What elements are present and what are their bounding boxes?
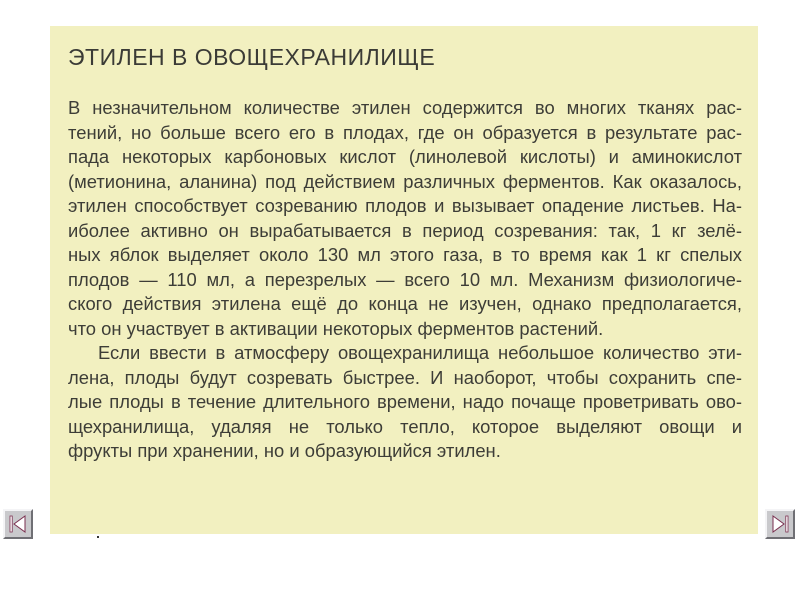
document-title: ЭТИЛЕН В ОВОЩЕХРАНИЛИЩЕ [68, 44, 436, 70]
text-line: лые плоды в течение длительного времени, надо почаще проветривать ово- [68, 391, 742, 412]
previous-slide-button[interactable] [3, 509, 33, 539]
text-line: фрукты при хранении, но и образующийся этилен. [68, 440, 501, 461]
text-line: (метионина, аланина) под действием различных ферментов. Как оказалось, [68, 170, 742, 192]
text-line: щехранилища, удаляя не только тепло, которое выделяют овощи и [68, 415, 742, 437]
text-line: В незначительном количестве этилен содержится во многих тканях рас- [68, 97, 742, 118]
previous-slide-icon [5, 511, 31, 537]
text-line: лена, плоды будут созревать быстрее. И наоборот, чтобы сохранить спе- [68, 366, 742, 388]
scanned-book-page [50, 26, 758, 534]
text-line: Если ввести в атмосферу овощехранилища небольшое количество эти- [98, 342, 742, 363]
next-slide-button[interactable] [765, 509, 795, 539]
text-line: этилен способствует созреванию плодов и вызывает опадение листьев. На- [68, 195, 742, 216]
text-line: что он участвует в активации некоторых ферментов растений. [68, 317, 604, 339]
next-slide-icon [767, 511, 793, 537]
text-line: пада некоторых карбоновых кислот (линолевой кислоты) и аминокислот [68, 146, 742, 167]
text-line: иболее активно он вырабатывается в период созревания: так, 1 кг зелё- [68, 219, 742, 241]
text-line: тений, но больше всего его в плодах, где он образуется в результате рас- [68, 121, 742, 143]
text-line: ных яблок выделяет около 130 мл этого газа, в то время как 1 кг спелых [68, 244, 742, 265]
document-body [68, 96, 742, 464]
text-line: ского действия этилена ещё до конца не изучен, однако предполагается, [68, 293, 742, 314]
text-line: плодов — 110 мл, а перезрелых — всего 10 мл. Механизм физиологиче- [68, 268, 742, 290]
stray-dot [97, 536, 99, 538]
